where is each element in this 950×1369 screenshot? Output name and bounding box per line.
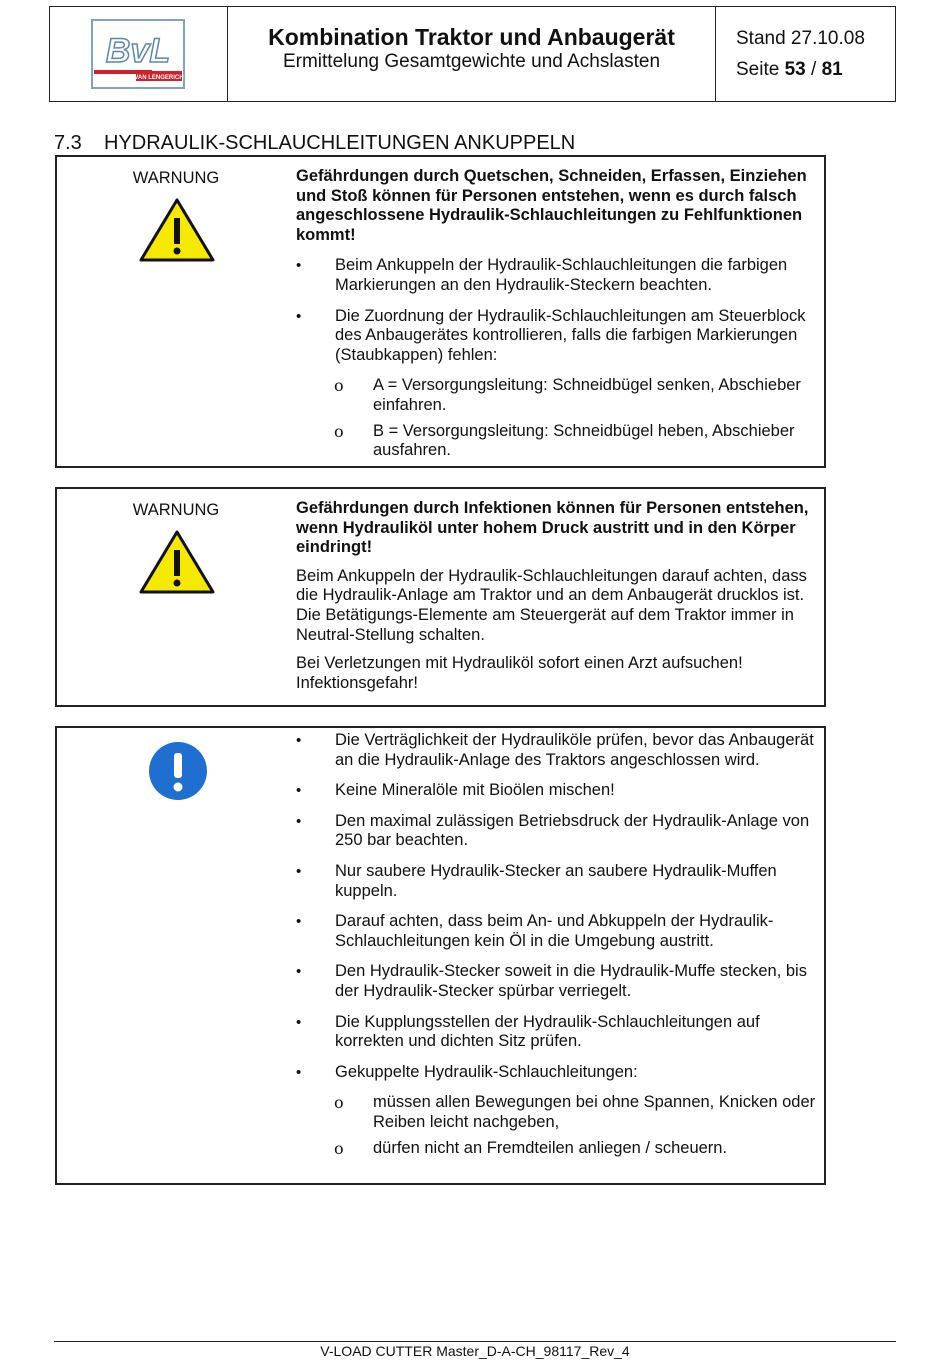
bullet-icon bbox=[296, 862, 304, 882]
list-item: • Gekuppelte Hydraulik-Schlauchleitungen: bbox=[296, 1063, 832, 1083]
sub-bullet-icon: ο bbox=[334, 376, 344, 396]
warning-content bbox=[296, 167, 826, 461]
sub-bullet-icon: ο bbox=[334, 1093, 344, 1113]
info-box bbox=[55, 726, 826, 1185]
warning-lead: Gefährdungen durch Infektionen können für Personen entstehen, wenn Hydrauliköl unter hohem Druck austritt und in den Körper eindringt! bbox=[296, 499, 809, 557]
logo-subtext: VAN LENGERICH bbox=[134, 75, 184, 81]
logo-cell bbox=[50, 7, 228, 101]
warning-triangle-icon bbox=[139, 530, 215, 594]
bullet-icon bbox=[296, 1063, 304, 1083]
warning-box-2 bbox=[55, 487, 826, 707]
document-subtitle: Ermittelung Gesamtgewichte und Achslasten bbox=[282, 51, 661, 72]
header-title-cell bbox=[228, 7, 716, 101]
warning-content bbox=[296, 499, 826, 693]
sub-list-item: ο A = Versorgungsleitung: Schneidbügel senken, Abschieber einfahren. bbox=[334, 376, 801, 414]
header-meta-cell bbox=[716, 7, 895, 101]
list-item: • Keine Mineralöle mit Bioölen mischen! bbox=[296, 781, 832, 801]
list-item: • Den Hydraulik-Stecker soweit in die Hydraulik-Muffe stecken, bis der Hydraulik-Stecker spürbar verriegelt. bbox=[296, 962, 832, 1001]
list-item: • Den maximal zulässigen Betriebsdruck der Hydraulik-Anlage von 250 bar beachten. bbox=[296, 812, 832, 851]
sub-list-item: ο B = Versorgungsleitung: Schneidbügel heben, Abschieber ausfahren. bbox=[334, 421, 795, 460]
bullet-icon bbox=[296, 307, 304, 327]
paragraph: Beim Ankuppeln der Hydraulik-Schlauchleitungen darauf achten, dass die Hydraulik-Anlage am Traktor und an dem Anbaugerät drucklos ist. Die Betätigungs-Elemente am Steuergerät auf dem Traktor immer in Neutral-Stellung schalten. bbox=[296, 566, 807, 644]
sub-list-item: ο dürfen nicht an Fremdteilen anliegen / scheuern. bbox=[334, 1138, 728, 1158]
page-header bbox=[49, 6, 896, 102]
bullet-icon bbox=[296, 1013, 304, 1033]
list-item: • Die Verträglichkeit der Hydrauliköle prüfen, bevor das Anbaugerät an die Hydraulik-Anlage des Traktors angeschlossen wird. bbox=[296, 731, 832, 770]
signal-word: WARNUNG bbox=[132, 169, 220, 187]
document-title: Kombination Traktor und Anbaugerät bbox=[268, 24, 675, 50]
warning-triangle-icon bbox=[139, 198, 215, 262]
page-number: Seite 53 / 81 bbox=[736, 59, 843, 80]
list-item: • Die Kupplungsstellen der Hydraulik-Schlauchleitungen auf korrekten und dichten Sitz prüfen. bbox=[296, 1013, 832, 1052]
section-heading bbox=[54, 130, 575, 156]
signal-word: WARNUNG bbox=[132, 501, 220, 519]
bullet-icon bbox=[296, 731, 304, 751]
bullet-icon bbox=[296, 812, 304, 832]
sub-list-item: ο müssen allen Bewegungen bei ohne Spannen, Knicken oder Reiben leicht nachgeben, bbox=[334, 1093, 816, 1131]
list-item: • Beim Ankuppeln der Hydraulik-Schlauchleitungen die farbigen Markierungen an den Hydraulik-Steckern beachten. bbox=[296, 256, 826, 295]
info-exclamation-icon bbox=[148, 741, 208, 801]
bullet-icon bbox=[296, 962, 304, 982]
sub-bullet-icon: ο bbox=[334, 421, 344, 441]
company-logo bbox=[88, 16, 188, 92]
section-title: HYDRAULIK-SCHLAUCHLEITUNGEN ANKUPPELN bbox=[104, 132, 576, 154]
logo-text: BvL bbox=[105, 32, 171, 70]
footer-text: V-LOAD CUTTER Master_D-A-CH_98117_Rev_4 bbox=[320, 1343, 630, 1359]
list-item: • Die Zuordnung der Hydraulik-Schlauchleitungen am Steuerblock des Anbaugerätes kontrollieren, falls die farbigen Markierungen (Staubkappen) fehlen: bbox=[296, 307, 826, 366]
bullet-icon bbox=[296, 256, 304, 276]
list-item: • Darauf achten, dass beim An- und Abkuppeln der Hydraulik-Schlauchleitungen kein Öl in die Umgebung austritt. bbox=[296, 912, 832, 951]
list-item: • Nur saubere Hydraulik-Stecker an saubere Hydraulik-Muffen kuppeln. bbox=[296, 862, 832, 901]
info-content bbox=[296, 731, 832, 1158]
warning-lead: Gefährdungen durch Quetschen, Schneiden, Erfassen, Einziehen und Stoß können für Personen entstehen, wenn es durch falsch angeschlossene Hydraulik-Schlauchleitungen zu Fehlfunktionen kommt! bbox=[296, 167, 807, 244]
sub-bullet-icon: ο bbox=[334, 1138, 344, 1158]
bullet-icon bbox=[296, 781, 304, 801]
section-number: 7.3 bbox=[54, 132, 82, 154]
warning-box-1 bbox=[55, 155, 826, 468]
paragraph: Bei Verletzungen mit Hydrauliköl sofort einen Arzt aufsuchen! Infektionsgefahr! bbox=[296, 654, 743, 692]
revision-date: Stand 27.10.08 bbox=[736, 28, 865, 49]
bullet-icon bbox=[296, 912, 304, 932]
